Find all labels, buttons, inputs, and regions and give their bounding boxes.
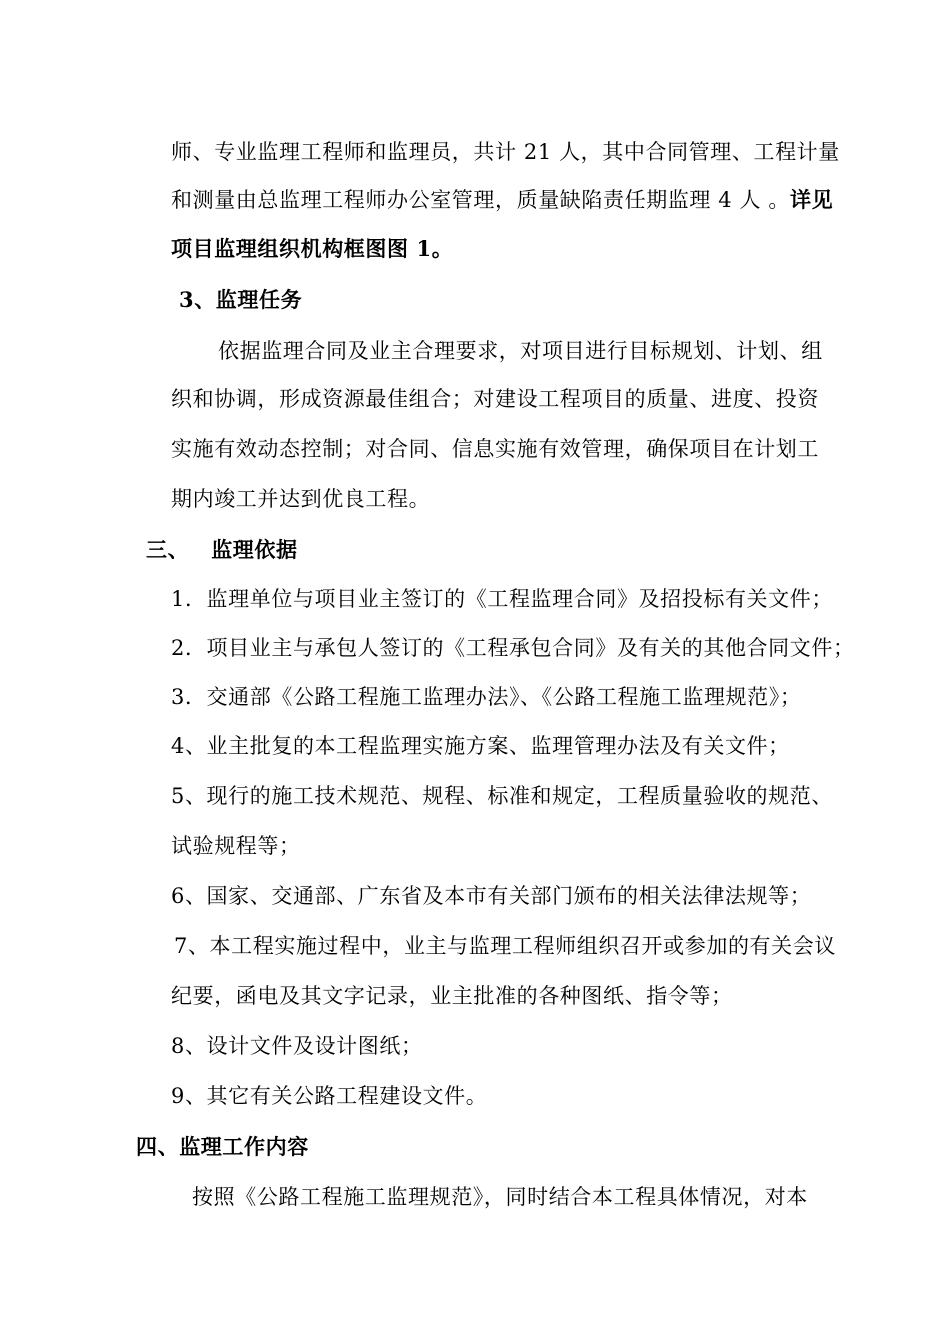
list-item: 4、业主批复的本工程监理实施方案、监理管理办法及有关文件； [171, 734, 790, 758]
body-text-line: 师、专业监理工程师和监理员，共计 21 人，其中合同管理、工程计量 [171, 140, 840, 164]
paragraph-line: 期内竣工并达到优良工程。 [171, 487, 431, 511]
list-item: 8、设计文件及设计图纸； [171, 1034, 423, 1058]
body-text-normal: 和测量由总监理工程师办公室管理，质量缺陷责任期监理 4 人 。 [171, 188, 790, 212]
list-item: 6、国家、交通部、广东省及本市有关部门颁布的相关法律法规等； [171, 884, 812, 908]
chapter-heading-work-content: 四、监理工作内容 [136, 1134, 309, 1159]
list-item: 3．交通部《公路工程施工监理办法》、《公路工程施工监理规范》； [171, 685, 802, 709]
list-item-continuation: 纪要，函电及其文字记录，业主批准的各种图纸、指令等； [171, 984, 733, 1008]
list-item-continuation: 试验规程等； [171, 834, 301, 858]
paragraph-line: 依据监理合同及业主合理要求，对项目进行目标规划、计划、组 [218, 339, 823, 363]
chapter-title: 监理依据 [211, 537, 298, 562]
list-item: 2．项目业主与承包人签订的《工程承包合同》及有关的其他合同文件； [171, 636, 855, 660]
paragraph-line: 织和协调，形成资源最佳组合；对建设工程项目的质量、进度、投资 [171, 387, 819, 411]
list-item: 9、其它有关公路工程建设文件。 [171, 1084, 488, 1108]
paragraph-line: 按照《公路工程施工监理规范》，同时结合本工程具体情况，对本 [192, 1185, 808, 1209]
list-item: 5、现行的施工技术规范、规程、标准和规定，工程质量验收的规范、 [171, 784, 833, 808]
body-text-line [171, 185, 833, 215]
section-heading-tasks: 3、监理任务 [179, 287, 303, 312]
body-text-bold: 详见 [789, 187, 834, 212]
paragraph-line: 实施有效动态控制；对合同、信息实施有效管理，确保项目在计划工 [171, 437, 819, 461]
chapter-number: 三、 [146, 537, 190, 562]
org-chart-reference: 项目监理组织机构框图图 1。 [171, 236, 454, 261]
list-item: 1．监理单位与项目业主签订的《工程监理合同》及招投标有关文件； [171, 587, 833, 611]
chapter-heading-basis [146, 535, 298, 565]
list-item: 7、本工程实施过程中，业主与监理工程师组织召开或参加的有关会议 [174, 934, 836, 958]
